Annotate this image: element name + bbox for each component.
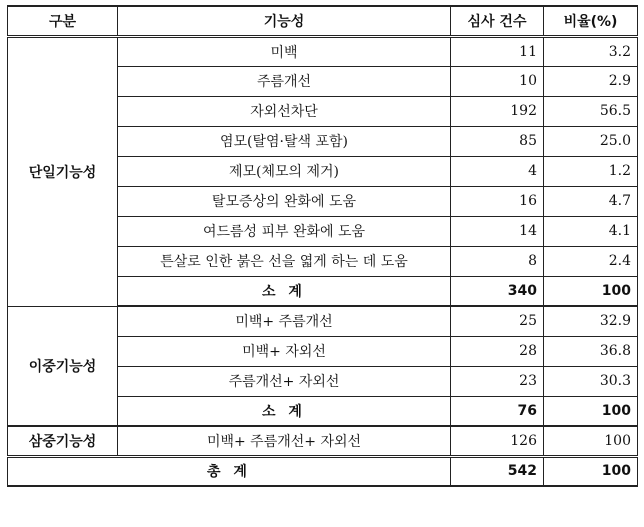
total-ratio: 100 [544, 456, 638, 486]
group-double: 이중기능성 [8, 306, 118, 426]
total-count: 542 [451, 456, 544, 486]
function-cell: 제모(체모의 제거) [118, 156, 451, 186]
subtotal-label: 소 계 [118, 396, 451, 426]
count-cell: 8 [451, 246, 544, 276]
count-cell: 4 [451, 156, 544, 186]
count-cell: 28 [451, 336, 544, 366]
ratio-cell: 2.4 [544, 246, 638, 276]
function-cell: 미백+ 주름개선+ 자외선 [118, 426, 451, 456]
subtotal-count: 76 [451, 396, 544, 426]
function-cell: 탈모증상의 완화에 도움 [118, 186, 451, 216]
function-cell: 미백 [118, 36, 451, 66]
group-triple: 삼중기능성 [8, 426, 118, 456]
count-cell: 10 [451, 66, 544, 96]
count-cell: 23 [451, 366, 544, 396]
count-cell: 25 [451, 306, 544, 336]
count-cell: 16 [451, 186, 544, 216]
table-row [8, 306, 638, 336]
header-row [8, 6, 638, 36]
header-ratio: 비율(%) [544, 6, 638, 36]
subtotal-ratio: 100 [544, 396, 638, 426]
ratio-cell: 36.8 [544, 336, 638, 366]
ratio-cell: 100 [544, 426, 638, 456]
header-category: 구분 [8, 6, 118, 36]
functional-cosmetics-review-table [7, 5, 638, 487]
function-cell: 자외선차단 [118, 96, 451, 126]
ratio-cell: 2.9 [544, 66, 638, 96]
ratio-cell: 25.0 [544, 126, 638, 156]
count-cell: 192 [451, 96, 544, 126]
subtotal-ratio: 100 [544, 276, 638, 306]
count-cell: 85 [451, 126, 544, 156]
ratio-cell: 56.5 [544, 96, 638, 126]
function-cell: 염모(탈염·탈색 포함) [118, 126, 451, 156]
header-count: 심사 건수 [451, 6, 544, 36]
function-cell: 여드름성 피부 완화에 도움 [118, 216, 451, 246]
table-row [8, 426, 638, 456]
ratio-cell: 4.1 [544, 216, 638, 246]
total-label: 총 계 [8, 456, 451, 486]
group-single: 단일기능성 [8, 36, 118, 306]
header-function: 기능성 [118, 6, 451, 36]
ratio-cell: 1.2 [544, 156, 638, 186]
subtotal-label: 소 계 [118, 276, 451, 306]
function-cell: 주름개선+ 자외선 [118, 366, 451, 396]
table-row [8, 36, 638, 66]
count-cell: 14 [451, 216, 544, 246]
function-cell: 미백+ 자외선 [118, 336, 451, 366]
ratio-cell: 32.9 [544, 306, 638, 336]
function-cell: 튼살로 인한 붉은 선을 엷게 하는 데 도움 [118, 246, 451, 276]
total-row [8, 456, 638, 486]
count-cell: 126 [451, 426, 544, 456]
subtotal-count: 340 [451, 276, 544, 306]
ratio-cell: 4.7 [544, 186, 638, 216]
ratio-cell: 30.3 [544, 366, 638, 396]
count-cell: 11 [451, 36, 544, 66]
ratio-cell: 3.2 [544, 36, 638, 66]
function-cell: 미백+ 주름개선 [118, 306, 451, 336]
function-cell: 주름개선 [118, 66, 451, 96]
